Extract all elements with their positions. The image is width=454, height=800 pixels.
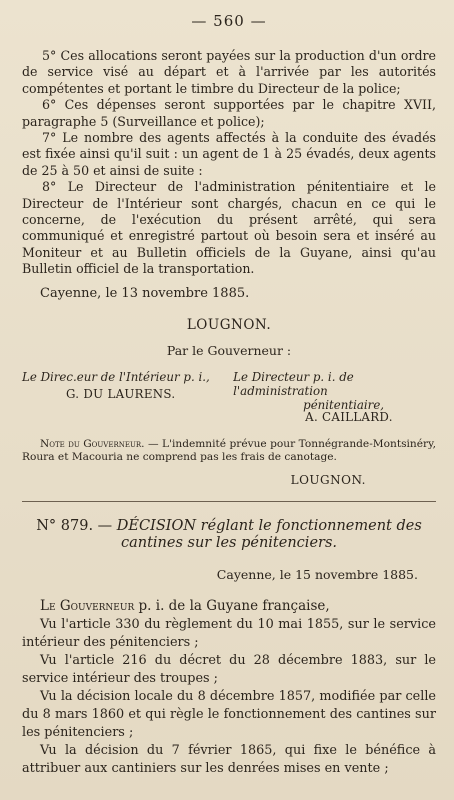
countersignatures	[22, 370, 436, 424]
article-5: 5° Ces allocations seront payées sur la production d'un ordre de service visé au départ et à l'arrivée par les autorités compétentes et portant le timbre du Directeur de la police;	[22, 48, 436, 96]
penitentiary-role-line1: Le Directeur p. i. de l'administration	[233, 369, 354, 398]
note-text: — L'indemnité prévue pour Tonnégrande-Montsinéry, Roura et Macouria ne comprend pas les frais de canotage.	[22, 437, 437, 464]
par-le-gouverneur: Par le Gouverneur :	[166, 342, 292, 358]
article-8: 8° Le Directeur de l'administration pénitentiaire et le Directeur de l'Intérieur sont chargés, chacun en ce qui le concerne, de l'exécution du présent arrêté, qui sera communiqué et enregistré partout où besoin sera et inséré au Moniteur et au Bulletin officiels de la Guyane, ainsi qu'au Bulletin officiel de la transportation.	[22, 179, 436, 277]
decision-title-rest: réglant le fonctionnement des cantines sur les pénitenciers.	[120, 517, 422, 552]
penitentiary-role-line2: pénitentiaire,	[303, 397, 385, 412]
section-divider	[22, 501, 436, 502]
gouverneur-rest: p. i. de la Guyane française,	[134, 597, 330, 614]
consideration-4: Vu la décision du 7 février 1865, qui fixe le bénéfice à attribuer aux cantiniers sur les denrées mises en vente ;	[22, 742, 436, 776]
interior-role: Le Direc.eur de l'Intérieur p. i.,	[22, 369, 210, 384]
signature-governor: LOUGNON.	[186, 316, 272, 333]
gouverneur-label: Le Gouverneur	[40, 597, 135, 614]
decision-title-word: DÉCISION	[116, 517, 197, 534]
penitentiary-name: A. CAILLARD.	[305, 409, 393, 424]
date-line: Cayenne, le 13 novembre 1885.	[40, 285, 250, 301]
governor-note	[22, 438, 436, 465]
decision-number: N° 879. —	[36, 517, 113, 534]
page-number: — 560 —	[191, 12, 267, 30]
gouverneur-line	[22, 598, 436, 614]
article-6: 6° Ces dépenses seront supportées par le chapitre XVII, paragraphe 5 (Surveillance et police);	[22, 97, 436, 129]
decision-date: Cayenne, le 15 novembre 1885.	[216, 566, 418, 582]
decision-heading	[22, 518, 436, 553]
countersignature-interior	[22, 370, 225, 424]
consideration-1: Vu l'article 330 du règlement du 10 mai 1855, sur le service intérieur des pénitenciers ;	[22, 616, 436, 650]
countersignature-penitentiary	[233, 370, 436, 424]
consideration-3: Vu la décision locale du 8 décembre 1857, modifiée par celle du 8 mars 1860 et qui règle le fonctionnement des cantines sur les pénitenciers ;	[22, 688, 436, 740]
consideration-2: Vu l'article 216 du décret du 28 décembre 1883, sur le service intérieur des troupes ;	[22, 652, 436, 686]
note-signature: LOUGNON.	[290, 472, 366, 487]
interior-name: G. DU LAURENS.	[66, 386, 176, 401]
note-label: Note du Gouverneur.	[40, 437, 145, 450]
article-7: 7° Le nombre des agents affectés à la conduite des évadés est fixée ainsi qu'il suit : un agent de 1 à 25 évadés, deux agents de 25 à 50 et ainsi de suite :	[22, 130, 436, 178]
